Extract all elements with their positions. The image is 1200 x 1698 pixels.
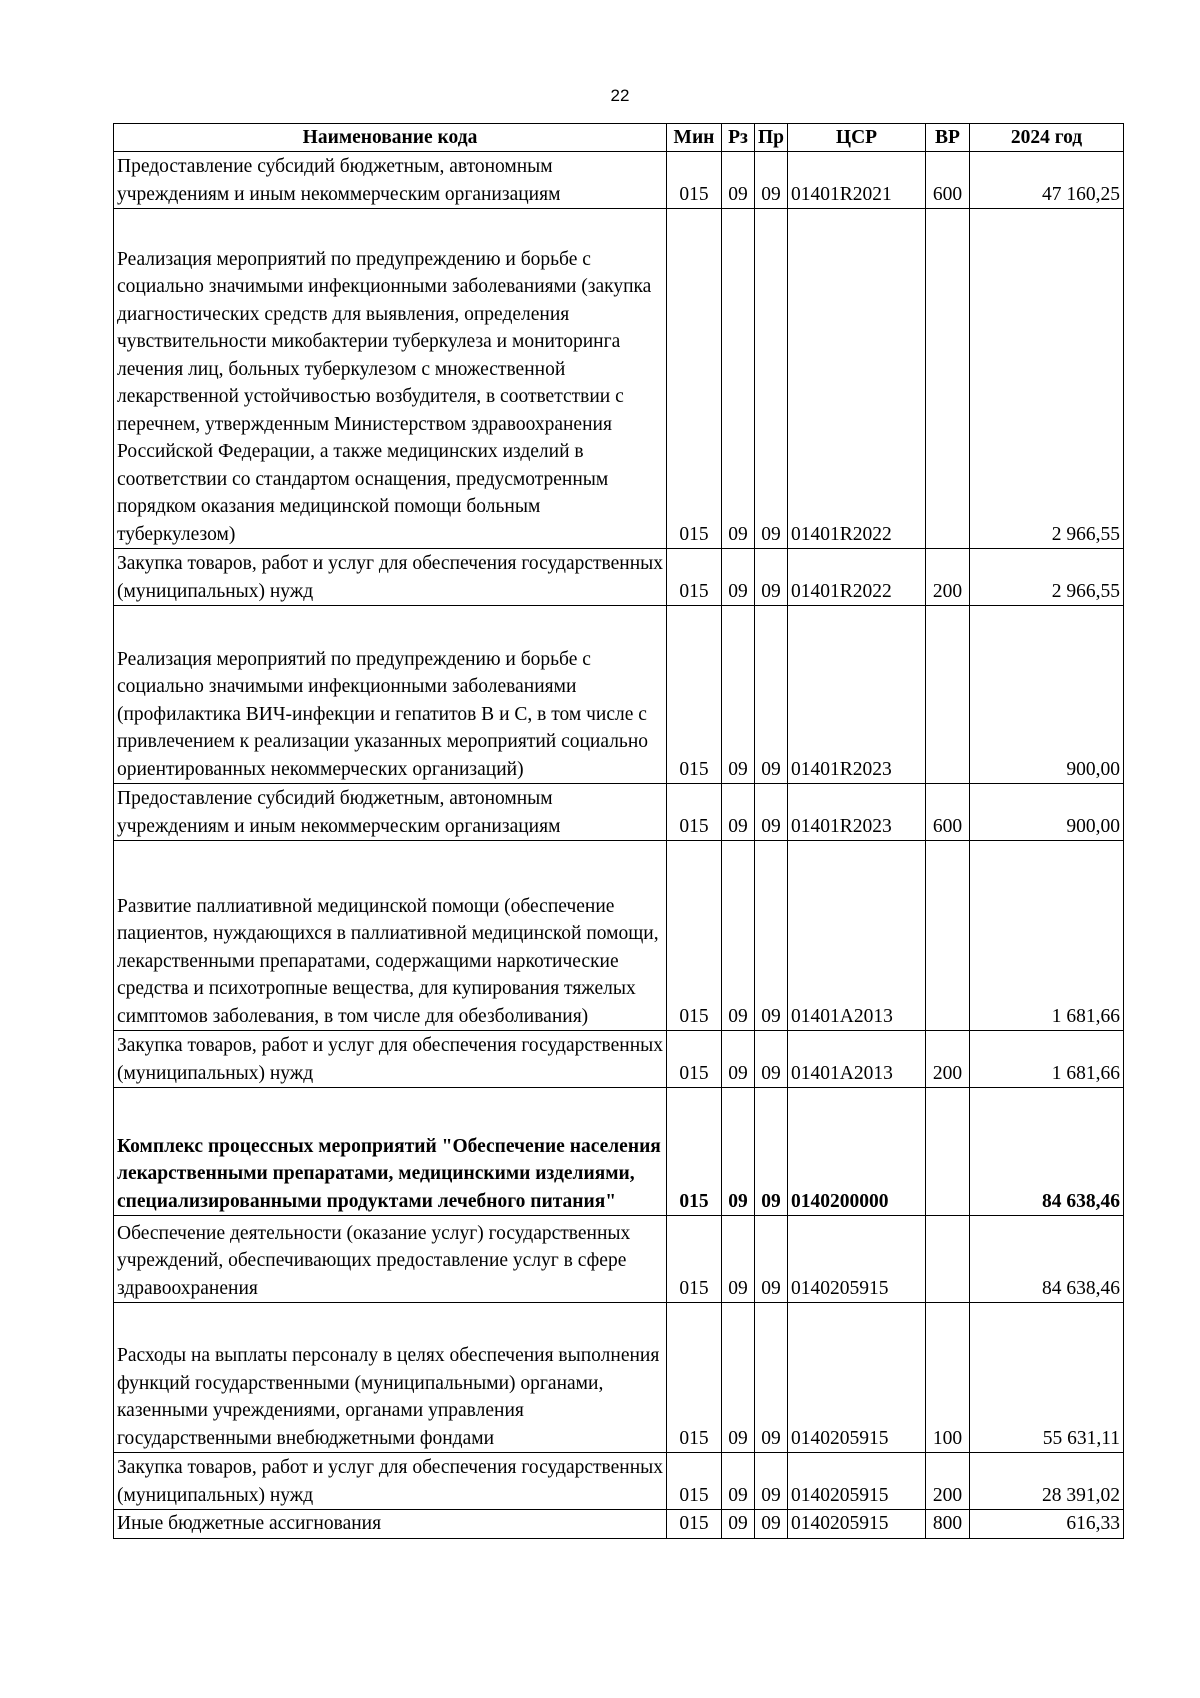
table-row xyxy=(114,1088,1124,1216)
row-csr: 01401A2013 xyxy=(788,1031,926,1088)
row-rz: 09 xyxy=(722,1303,755,1453)
row-pr: 09 xyxy=(755,209,788,549)
row-name: Предоставление субсидий бюджетным, автономным учреждениям и иным некоммерческим организациям xyxy=(114,784,667,841)
row-min: 015 xyxy=(667,841,722,1031)
row-vr xyxy=(926,606,970,784)
table-header-row xyxy=(114,124,1124,152)
budget-table xyxy=(113,123,1124,1539)
row-min: 015 xyxy=(667,784,722,841)
row-name: Комплекс процессных мероприятий "Обеспечение населения лекарственными препаратами, медицинскими изделиями, специализированными продуктами лечебного питания" xyxy=(114,1088,667,1216)
table-row xyxy=(114,784,1124,841)
row-amount: 900,00 xyxy=(970,784,1124,841)
row-min: 015 xyxy=(667,152,722,209)
row-name: Расходы на выплаты персоналу в целях обеспечения выполнения функций государственными (муниципальными) органами, казенными учреждениями, органами управления государственными внебюджетными фондами xyxy=(114,1303,667,1453)
row-rz: 09 xyxy=(722,549,755,606)
table-row xyxy=(114,1453,1124,1510)
row-amount: 1 681,66 xyxy=(970,841,1124,1031)
row-vr xyxy=(926,209,970,549)
table-row xyxy=(114,841,1124,1031)
table-row xyxy=(114,1031,1124,1088)
header-pr: Пр xyxy=(755,124,788,152)
row-csr: 01401R2022 xyxy=(788,549,926,606)
row-pr: 09 xyxy=(755,1453,788,1510)
row-csr: 01401R2021 xyxy=(788,152,926,209)
row-pr: 09 xyxy=(755,1510,788,1539)
row-pr: 09 xyxy=(755,1303,788,1453)
row-pr: 09 xyxy=(755,1216,788,1303)
row-vr: 200 xyxy=(926,549,970,606)
row-vr: 100 xyxy=(926,1303,970,1453)
row-rz: 09 xyxy=(722,209,755,549)
row-name: Закупка товаров, работ и услуг для обеспечения государственных (муниципальных) нужд xyxy=(114,549,667,606)
row-csr: 0140205915 xyxy=(788,1303,926,1453)
row-rz: 09 xyxy=(722,1510,755,1539)
header-rz: Рз xyxy=(722,124,755,152)
row-pr: 09 xyxy=(755,1031,788,1088)
row-rz: 09 xyxy=(722,841,755,1031)
row-pr: 09 xyxy=(755,841,788,1031)
table-row xyxy=(114,606,1124,784)
row-rz: 09 xyxy=(722,1453,755,1510)
row-min: 015 xyxy=(667,1088,722,1216)
row-csr: 01401A2013 xyxy=(788,841,926,1031)
row-vr: 800 xyxy=(926,1510,970,1539)
row-rz: 09 xyxy=(722,152,755,209)
row-amount: 28 391,02 xyxy=(970,1453,1124,1510)
table-row xyxy=(114,1303,1124,1453)
row-min: 015 xyxy=(667,1216,722,1303)
row-amount: 84 638,46 xyxy=(970,1088,1124,1216)
row-min: 015 xyxy=(667,209,722,549)
row-csr: 01401R2022 xyxy=(788,209,926,549)
row-csr: 0140200000 xyxy=(788,1088,926,1216)
row-pr: 09 xyxy=(755,152,788,209)
header-csr: ЦСР xyxy=(788,124,926,152)
row-amount: 616,33 xyxy=(970,1510,1124,1539)
row-min: 015 xyxy=(667,1453,722,1510)
table-row xyxy=(114,209,1124,549)
table-row xyxy=(114,152,1124,209)
row-pr: 09 xyxy=(755,606,788,784)
header-vr: ВР xyxy=(926,124,970,152)
row-name: Закупка товаров, работ и услуг для обеспечения государственных (муниципальных) нужд xyxy=(114,1031,667,1088)
row-rz: 09 xyxy=(722,784,755,841)
row-rz: 09 xyxy=(722,1088,755,1216)
row-pr: 09 xyxy=(755,549,788,606)
row-amount: 1 681,66 xyxy=(970,1031,1124,1088)
row-min: 015 xyxy=(667,1510,722,1539)
row-amount: 47 160,25 xyxy=(970,152,1124,209)
table-row xyxy=(114,1216,1124,1303)
row-csr: 0140205915 xyxy=(788,1510,926,1539)
row-vr: 200 xyxy=(926,1031,970,1088)
row-vr: 600 xyxy=(926,784,970,841)
row-vr: 200 xyxy=(926,1453,970,1510)
row-vr xyxy=(926,841,970,1031)
row-name: Реализация мероприятий по предупреждению и борьбе с социально значимыми инфекционными заболеваниями (закупка диагностических средств для выявления, определения чувствительности микобактерии туберкулеза и мониторинга лечения лиц, больных туберкулезом с множественной лекарственной устойчивостью возбудителя, в соответствии с перечнем, утвержденным Министерством здравоохранения Российской Федерации, а также медицинских изделий в соответствии со стандартом оснащения, предусмотренным порядком оказания медицинской помощи больным туберкулезом) xyxy=(114,209,667,549)
table-row xyxy=(114,1510,1124,1539)
row-name: Реализация мероприятий по предупреждению и борьбе с социально значимыми инфекционными заболеваниями (профилактика ВИЧ-инфекции и гепатитов В и С, в том числе с привлечением к реализации указанных мероприятий социально ориентированных некоммерческих организаций) xyxy=(114,606,667,784)
row-name: Иные бюджетные ассигнования xyxy=(114,1510,667,1539)
row-amount: 2 966,55 xyxy=(970,209,1124,549)
row-vr xyxy=(926,1088,970,1216)
row-rz: 09 xyxy=(722,606,755,784)
row-csr: 0140205915 xyxy=(788,1216,926,1303)
row-csr: 01401R2023 xyxy=(788,784,926,841)
header-name: Наименование кода xyxy=(114,124,667,152)
row-rz: 09 xyxy=(722,1216,755,1303)
row-vr xyxy=(926,1216,970,1303)
row-csr: 01401R2023 xyxy=(788,606,926,784)
row-amount: 2 966,55 xyxy=(970,549,1124,606)
row-amount: 900,00 xyxy=(970,606,1124,784)
row-min: 015 xyxy=(667,1031,722,1088)
row-name: Предоставление субсидий бюджетным, автономным учреждениям и иным некоммерческим организациям xyxy=(114,152,667,209)
row-vr: 600 xyxy=(926,152,970,209)
row-rz: 09 xyxy=(722,1031,755,1088)
header-min: Мин xyxy=(667,124,722,152)
row-csr: 0140205915 xyxy=(788,1453,926,1510)
page-number: 22 xyxy=(610,86,630,105)
row-amount: 55 631,11 xyxy=(970,1303,1124,1453)
header-year: 2024 год xyxy=(970,124,1124,152)
row-min: 015 xyxy=(667,1303,722,1453)
row-name: Развитие паллиативной медицинской помощи (обеспечение пациентов, нуждающихся в паллиативной медицинской помощи, лекарственными препаратами, содержащими наркотические средства и психотропные вещества, для купирования тяжелых симптомов заболевания, в том числе для обезболивания) xyxy=(114,841,667,1031)
row-pr: 09 xyxy=(755,1088,788,1216)
row-name: Обеспечение деятельности (оказание услуг) государственных учреждений, обеспечивающих предоставление услуг в сфере здравоохранения xyxy=(114,1216,667,1303)
row-amount: 84 638,46 xyxy=(970,1216,1124,1303)
table-row xyxy=(114,549,1124,606)
row-pr: 09 xyxy=(755,784,788,841)
row-min: 015 xyxy=(667,606,722,784)
row-name: Закупка товаров, работ и услуг для обеспечения государственных (муниципальных) нужд xyxy=(114,1453,667,1510)
row-min: 015 xyxy=(667,549,722,606)
